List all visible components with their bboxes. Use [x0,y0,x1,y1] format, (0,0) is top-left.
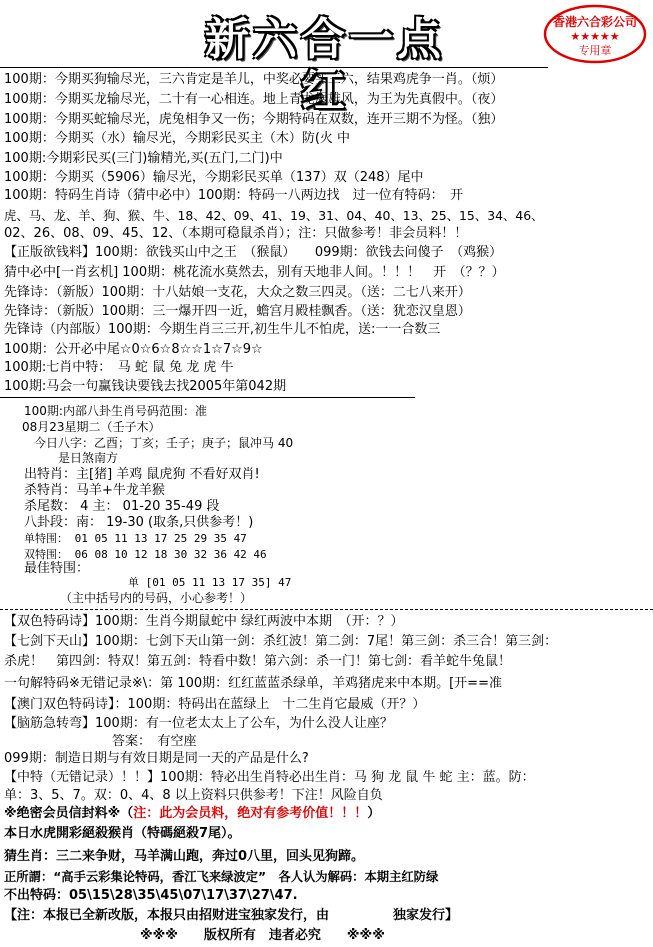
text-line: 杀虎！ 第四剑：特双！第五剑：特看中数！第六剑：杀一门！第七剑：看羊蛇牛兔鼠！ [4,654,512,669]
box-line: 杀特肖：马羊+牛龙羊猴 [24,483,165,498]
box-line: 08月23星期二（壬子木） [22,420,161,434]
section-rule [0,609,653,610]
text-line: 100期：今期买龙输尽光，二十有一心相连。地上青龙展雄风，为王为先真假中。（夜） [4,92,504,107]
text-line: 【正版欲钱料】100期：欲钱买山中之王 （猴鼠） 099期：欲钱去问傻子 （鸡猴） [4,245,503,260]
box-line: 八卦段：南： 19-30 (取条,只供参考！) [24,515,254,530]
box-line: 双特围： 06 08 10 12 18 30 32 36 42 46 [24,548,267,561]
seal-top-text: 香港六合彩公司 [552,15,638,29]
text-line: 【脑筋急转弯】100期：有一位老太太上了公车，为什么没人让座？ [4,716,393,731]
text-line: 100期：今期买（5906）输尽光，今期彩民买单（137）双（248）尾中 [4,170,424,185]
page-title: 新六合一点红 [205,14,445,117]
notice-text-a: 【注：本报已全新改版，本报只由招财进宝独家发行，由 [4,908,330,923]
box-line: 单特围： 01 05 11 13 17 25 29 35 47 [24,532,247,545]
notice-text-b: 独家发行】 [393,908,459,923]
text-line: 【七剑下天山】100期：七剑下天山第一剑：杀红波！第二剑：7尾！第三剑：杀三合！第三剑： [4,634,558,649]
header-rule [0,67,548,68]
box-line: 出特肖：主[猪] 羊鸡 鼠虎狗 不看好双肖! [24,467,260,482]
zhengjie-line: 正所謂：“高手云彩集论特码，香江飞来绿波定” 各人认为解码：本期主红防绿 [4,870,439,884]
box-line: 杀尾数： 4 主： 01-20 35-49 段 [24,499,220,514]
text-line: 【澳门双色特码诗】：100期：特码出在蓝绿上 十二生肖它最威（开？） [4,697,426,712]
text-line: 100期:七肖中特： 马 蛇 鼠 兔 龙 虎 牛 [4,360,234,375]
box-line: （主中括号内的号码，小心参考！） [60,591,253,605]
text-line: 虎、马、龙、羊、狗、猴、牛、18、42、09、41、19、31、04、40、13、25、15、34、46、 [4,208,544,223]
text-line: 100期:马会一句赢钱诀要钱去找2005年第042期 [4,379,287,394]
chute-line: 不出特码：05\15\28\35\45\07\17\37\27\47. [4,888,298,903]
box-line: 是日煞南方 [58,451,119,465]
guess-line: 猜生肖：三二来争财，马羊满山跑，奔过0八里，回头见狗蹄。 [4,849,365,864]
vip-line [4,806,380,822]
vip-suffix: ） [367,806,381,821]
seal-bottom-text: 专用章 [578,45,612,57]
text-line: 【中特（无错记录）！！】100期：特必出生肖特必出生肖：马 狗 龙 鼠 牛 蛇 主：蓝。防： [4,770,535,785]
vip-note: 注：此为会员料，绝对有参考价值！！！ [133,806,368,821]
seal-stars: ★★★★★ [570,30,620,43]
text-line: 先锋诗：（新版）100期：三一爆开四一近，蟾宫月殿桂飘香。（送：犹恋汉皇恩） [4,304,471,319]
company-seal [543,4,647,64]
box-line: 100期:内部八卦生肖号码范围：准 [24,404,207,418]
box-line: 今日八字：乙酉；丁亥；壬子；庚子；鼠冲马 40 [34,436,294,450]
vip-prefix: ※绝密会员信封料※（ [4,806,134,821]
notice-line [4,908,458,924]
text-line: 100期：今期买狗输尽光，三六肯定是羊儿，中奖必要买三六，结果鸡虎争一肖。（烦） [4,72,504,87]
footer-copyright: ※※※ 版权所有 违者必究 ※※※ [140,928,385,943]
text-line: 100期：今期买蛇输尽光，虎兔相争又一伤；今期特码在双数，连开三期不为怪。（独） [4,112,504,127]
text-line: 099期：制造日期与有效日期是同一天的产品是什么? [4,751,309,766]
text-line: 单：3、5、7。双：0、4、8 以上资料只供参考！下注！风险自负 [4,788,383,803]
text-line: 猜中必中[一肖玄机] 100期：桃花流水莫然去，别有天地非人间。！！！ 开 （？？） [4,265,505,280]
text-line: 答案： 有空座 [112,734,197,749]
text-line: 【双色特码诗】100期：生肖今期鼠蛇中 绿红两波中本期 （开：？） [4,614,404,629]
box-line: 最佳特围： [24,561,90,576]
text-line: 先锋诗：（新版）100期：十八姑娘一支花，大众之数三四灵。（送：二七八来开） [4,285,471,300]
text-line: 02、26、08、09、45、12、（本期可稳鼠杀肖）；注：只做参考！非会员料！！ [4,226,468,241]
box-line: 单 [01 05 11 13 17 35] 47 [128,576,292,589]
text-line: 一句解特码※无错记录※\：第 100期：红红蓝蓝杀绿单，羊鸡猪虎来中本期。[开==准 [4,676,502,691]
text-line: 100期：特码生肖诗（猜中必中）100期：特码一八两边找 过一位有特码： 开 [4,188,464,203]
text-line: 100期:今期彩民买(三门)输精光,买(五门,二门)中 [4,151,283,166]
kill-line: 本日水虎開彩絕殺猴肖（特碼絕殺7尾）。 [4,826,241,841]
section-rule [0,397,415,398]
text-line: 100期：公开必中尾☆0☆6☆8☆☆1☆7☆9☆ [4,342,263,357]
text-line: 100期：今期买（水）输尽光，今期彩民买主（木）防(火 中 [4,131,351,146]
text-line: 先锋诗（内部版）100期：今期生肖三三开,初生牛儿不怕虎，送:一一合数三 [4,322,441,337]
